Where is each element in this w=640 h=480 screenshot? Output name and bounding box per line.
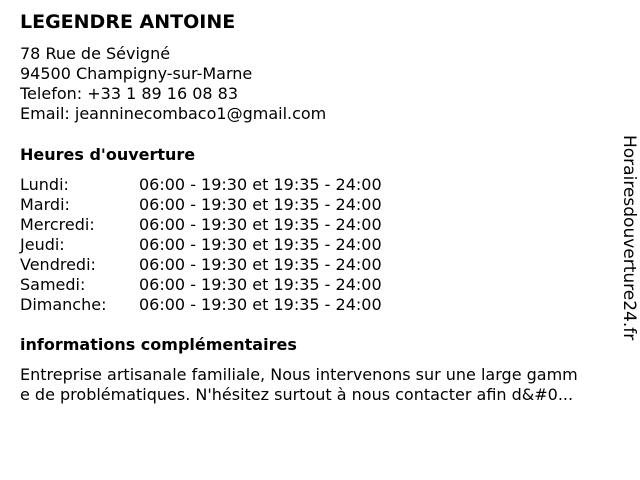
description-line: Entreprise artisanale familiale, Nous intervenons sur une large gamm bbox=[20, 365, 578, 384]
business-name: LEGENDRE ANTOINE bbox=[20, 11, 236, 33]
time-range: 06:00 - 19:30 et 19:35 - 24:00 bbox=[139, 175, 382, 194]
day-label: Samedi: bbox=[20, 275, 86, 294]
day-label: Jeudi: bbox=[20, 235, 65, 254]
phone-number: Telefon: +33 1 89 16 08 83 bbox=[20, 84, 239, 103]
day-label: Dimanche: bbox=[20, 295, 107, 314]
day-label: Mardi: bbox=[20, 195, 70, 214]
hours-row-friday bbox=[20, 255, 440, 275]
time-range: 06:00 - 19:30 et 19:35 - 24:00 bbox=[139, 255, 382, 274]
hours-row-tuesday bbox=[20, 195, 440, 215]
hours-row-monday bbox=[20, 175, 440, 195]
hours-heading: Heures d'ouverture bbox=[20, 145, 196, 164]
contact-block bbox=[20, 44, 326, 124]
time-range: 06:00 - 19:30 et 19:35 - 24:00 bbox=[139, 295, 382, 314]
email-address: Email: jeanninecombaco1@gmail.com bbox=[20, 104, 327, 123]
time-range: 06:00 - 19:30 et 19:35 - 24:00 bbox=[139, 195, 382, 214]
additional-info-heading: informations complémentaires bbox=[20, 335, 297, 354]
address-city: 94500 Champigny-sur-Marne bbox=[20, 64, 253, 83]
time-range: 06:00 - 19:30 et 19:35 - 24:00 bbox=[139, 215, 382, 234]
business-description bbox=[20, 365, 620, 405]
time-range: 06:00 - 19:30 et 19:35 - 24:00 bbox=[139, 275, 382, 294]
site-watermark: Horairesdouverture24.fr bbox=[619, 135, 639, 341]
day-label: Mercredi: bbox=[20, 215, 95, 234]
opening-hours-table bbox=[20, 175, 440, 315]
hours-row-thursday bbox=[20, 235, 440, 255]
day-label: Vendredi: bbox=[20, 255, 96, 274]
hours-row-wednesday bbox=[20, 215, 440, 235]
hours-row-sunday bbox=[20, 295, 440, 315]
day-label: Lundi: bbox=[20, 175, 69, 194]
address-street: 78 Rue de Sévigné bbox=[20, 44, 171, 63]
time-range: 06:00 - 19:30 et 19:35 - 24:00 bbox=[139, 235, 382, 254]
description-line: e de problématiques. N'hésitez surtout à nous contacter afin d&#0... bbox=[20, 385, 574, 404]
hours-row-saturday bbox=[20, 275, 440, 295]
